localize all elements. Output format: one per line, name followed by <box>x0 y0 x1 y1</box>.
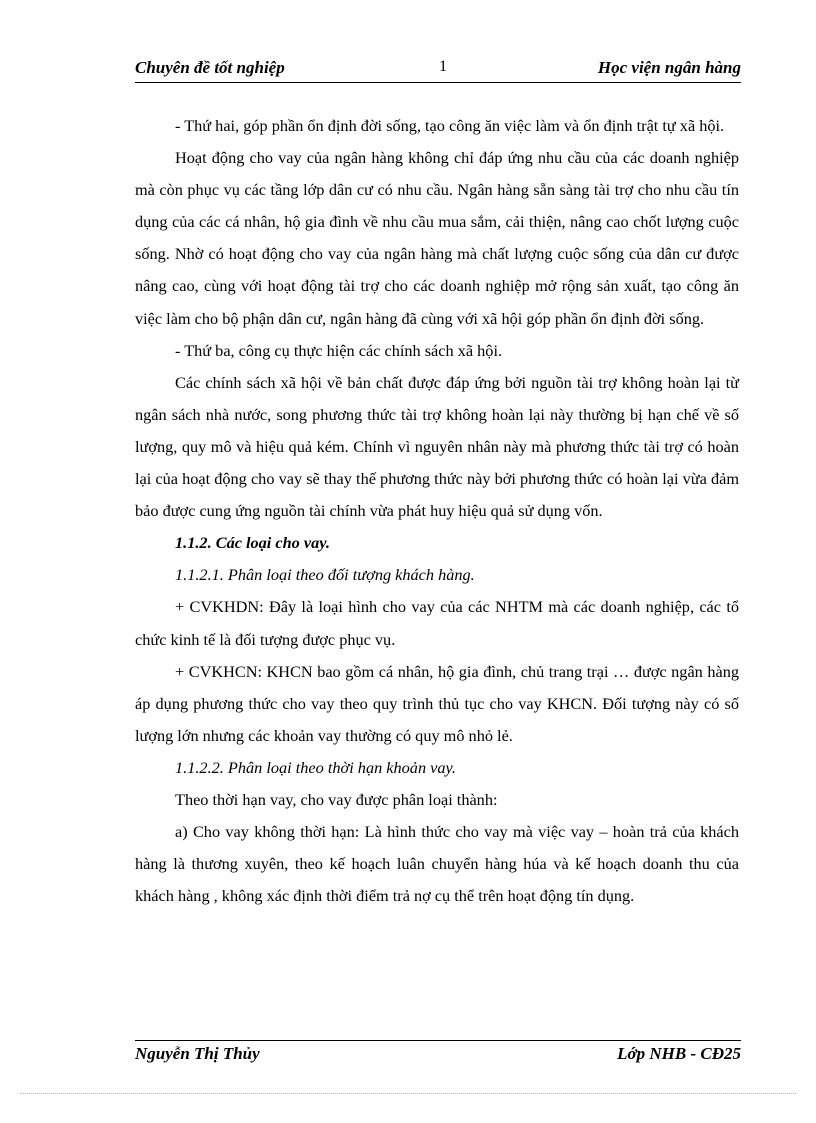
paragraph: a) Cho vay không thời hạn: Là hình thức cho vay mà việc vay – hoàn trả của khách hàng là thương xuyên, theo kế hoạch luân chuyển hàng húa và kế hoạch doanh thu của khách hàng , không xác định thời điểm trả nợ cụ thể trên hoạt động tín dụng. <box>135 822 739 906</box>
subsection-heading: 1.1.2.2. Phân loại theo thời hạn khoản vay. <box>175 757 456 777</box>
page-header <box>135 56 741 83</box>
section-heading: 1.1.2. Các loại cho vay. <box>175 533 330 553</box>
page-footer <box>135 1040 741 1071</box>
paragraph: - Thứ hai, góp phần ổn định đời sống, tạo công ăn việc làm và ổn định trật tự xã hội. <box>175 116 725 135</box>
paragraph: Theo thời hạn vay, cho vay được phân loại thành: <box>175 789 498 809</box>
subsection-heading: 1.1.2.1. Phân loại theo đối tượng khách hàng. <box>175 565 475 585</box>
header-institution: Học viện ngân hàng <box>597 58 741 77</box>
paragraph: Hoạt động cho vay của ngân hàng không chỉ đáp ứng nhu cầu của các doanh nghiệp mà còn phục vụ các tầng lớp dân cư có nhu cầu. Ngân hàng sẵn sàng tài trợ cho nhu cầu tín dụng của các cá nhân, hộ gia đình về nhu cầu mua sắm, cải thiện, nâng cao chốt lượng cuộc sống. Nhờ có hoạt động cho vay của ngân hàng mà chất lượng cuộc sống của dân cư được nâng cao, cùng với hoạt động tài trợ cho các doanh nghiệp mở rộng sản xuất, tạo công ăn việc làm cho bộ phận dân cư, ngân hàng đã cùng với xã hội góp phần ổn định đời sống. <box>135 148 739 328</box>
paragraph: + CVKHCN: KHCN bao gồm cá nhân, hộ gia đình, chủ trang trại … được ngân hàng áp dụng phương thức cho vay theo quy trình thủ tục cho vay KHCN. Đối tượng này có số lượng lớn nhưng các khoản vay thường có quy mô nhỏ lẻ. <box>135 661 739 745</box>
paragraph: Các chính sách xã hội về bản chất được đáp ứng bởi nguồn tài trợ không hoàn lại từ ngân sách nhà nước, song phương thức tài trợ không hoàn lại này thường bị hạn chế về số lượng, quy mô và hiệu quả kém. Chính vì nguyên nhân này mà phương thức tài trợ có hoàn lại của hoạt động cho vay sẽ thay thế phương thức này bởi phương thức có hoàn lại vừa đảm bảo được cung ứng nguồn tài chính vừa phát huy hiệu quả sử dụng vốn. <box>135 372 739 521</box>
header-title: Chuyên đề tốt nghiệp <box>135 58 285 77</box>
page-number: 1 <box>439 58 447 75</box>
document-body <box>135 110 739 912</box>
page-boundary-divider <box>20 1093 796 1094</box>
paragraph: - Thứ ba, công cụ thực hiện các chính sách xã hội. <box>175 340 503 360</box>
footer-author: Nguyễn Thị Thủy <box>135 1044 260 1063</box>
paragraph: + CVKHDN: Đây là loại hình cho vay của các NHTM mà các doanh nghiệp, các tổ chức kinh tế là đối tượng được phục vụ. <box>135 597 739 649</box>
footer-class: Lớp NHB - CĐ25 <box>617 1044 741 1063</box>
